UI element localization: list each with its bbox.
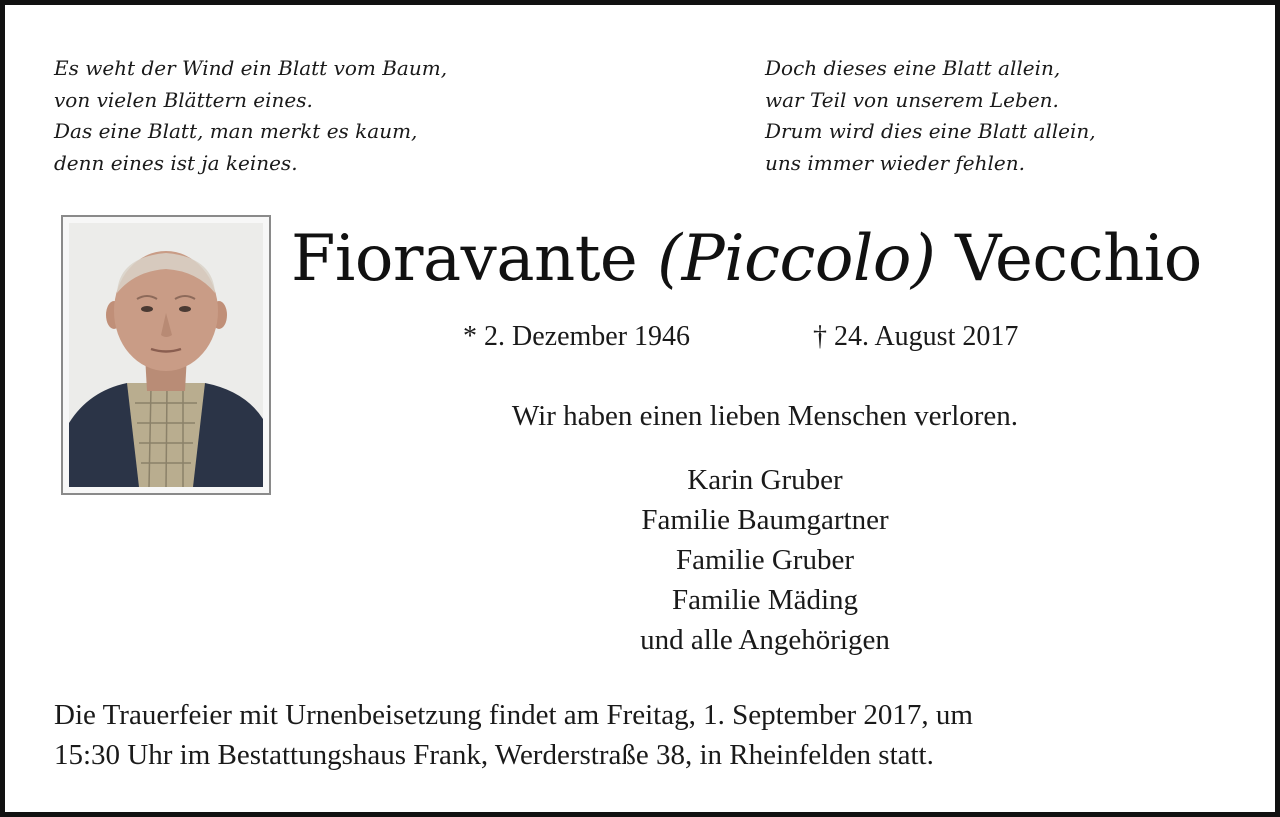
service-line: Die Trauerfeier mit Urnenbeisetzung findet am Freitag, 1. September 2017, um xyxy=(54,699,973,731)
poem-line: war Teil von unserem Leben. xyxy=(765,87,1059,112)
portrait-photo xyxy=(61,215,271,495)
poem-line: uns immer wieder fehlen. xyxy=(765,150,1025,175)
deceased-name xyxy=(291,217,1202,301)
birth-date: * 2. Dezember 1946 xyxy=(463,321,691,352)
last-name: Vecchio xyxy=(955,222,1202,296)
poem-line: von vielen Blättern eines. xyxy=(54,87,313,112)
mourner: und alle Angehörigen xyxy=(640,624,890,656)
poem-line: Drum wird dies eine Blatt allein, xyxy=(765,119,1096,143)
service-announcement xyxy=(54,695,1244,775)
poem-left xyxy=(54,53,447,179)
mourner: Familie Gruber xyxy=(676,544,854,576)
tagline: Wir haben einen lieben Menschen verloren. xyxy=(511,400,1019,432)
poem-line: Doch dieses eine Blatt allein, xyxy=(765,56,1061,80)
poem-line: denn eines ist ja keines. xyxy=(54,150,298,175)
service-line: 15:30 Uhr im Bestattungshaus Frank, Werderstraße 38, in Rheinfelden statt. xyxy=(54,739,934,771)
nickname: (Piccolo) xyxy=(657,222,936,296)
first-name: Fioravante xyxy=(291,222,638,296)
portrait-photo-icon xyxy=(69,223,263,487)
mourner: Karin Gruber xyxy=(687,464,843,496)
poem-line: Das eine Blatt, man merkt es kaum, xyxy=(54,119,418,143)
poem-line: Es weht der Wind ein Blatt vom Baum, xyxy=(54,56,448,80)
poem-right xyxy=(765,53,1096,179)
mourner: Familie Baumgartner xyxy=(641,504,889,536)
mourner: Familie Mäding xyxy=(671,584,859,616)
mourners-list xyxy=(465,460,1065,660)
death-date: † 24. August 2017 xyxy=(813,321,1019,352)
